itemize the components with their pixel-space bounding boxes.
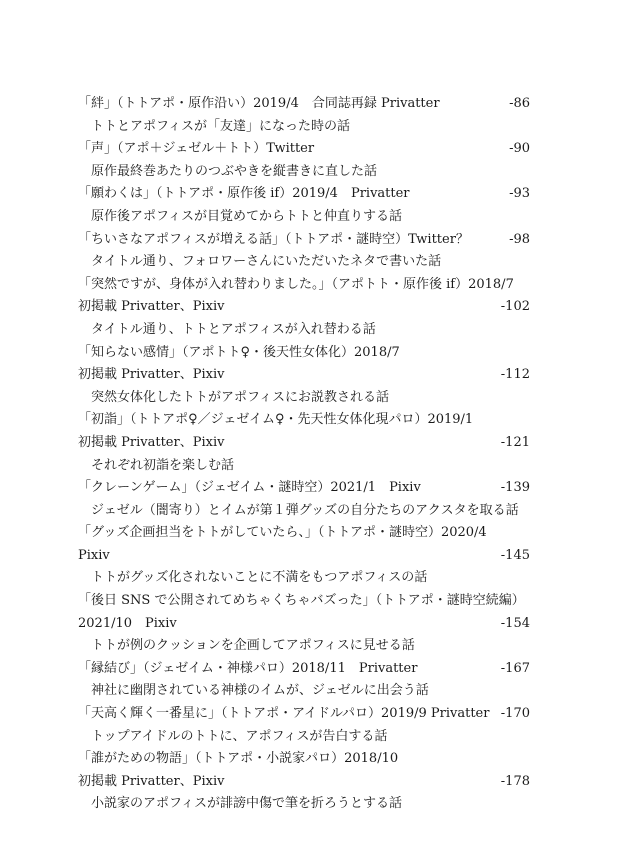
- toc-line-title: [0, 183, 628, 206]
- entry-description: 原作最終巻あたりのつぶやきを縦書きに直した話: [91, 163, 378, 179]
- toc-line-desc: [0, 251, 628, 274]
- entry-title: 「知らない感情」（アポトト♀・後天性女体化）2018/7: [78, 344, 400, 360]
- entry-title: 「グッズ企画担当をトトがしていたら、」（トトアポ・謎時空）2020/4: [78, 525, 487, 541]
- entry-page-number: -102: [500, 299, 530, 315]
- entry-title: 初掲載 Privatter、Pixiv: [78, 773, 225, 789]
- entry-title: 「天高く輝く一番星に」（トトアポ・アイドルパロ）2019/9 Privatter: [78, 706, 490, 722]
- toc-line-title: [0, 229, 628, 252]
- entry-description: ジェゼル（闇寄り）とイムが第１弾グッズの自分たちのアクスタを取る話: [91, 502, 519, 518]
- toc-line-desc: [0, 793, 628, 816]
- toc-line-title: [0, 274, 628, 297]
- entry-description: 小説家のアポフィスが誹謗中傷で筆を折ろうとする話: [91, 796, 402, 812]
- entry-description: タイトル通り、トトとアポフィスが入れ替わる話: [91, 321, 376, 337]
- entry-title: 初掲載 Privatter、Pixiv: [78, 434, 225, 450]
- toc-line-desc: [0, 116, 628, 139]
- toc-line-cont: [0, 432, 628, 455]
- entry-description: 突然女体化したトトがアポフィスにお説教される話: [91, 389, 389, 405]
- entry-title: 「突然ですが、身体が入れ替わりました。」（アポトト・原作後 if）2018/7: [78, 276, 514, 292]
- toc-line-cont: [0, 545, 628, 568]
- toc-line-title: [0, 409, 628, 432]
- toc-line-desc: [0, 635, 628, 658]
- entry-title: 「願わくは」（トトアポ・原作後 if）2019/4 Privatter: [78, 186, 410, 202]
- entry-description: タイトル通り、フォロワーさんにいただいたネタで書いた話: [91, 254, 442, 270]
- toc-line-title: [0, 477, 628, 500]
- entry-title: 「縁結び」（ジェゼイム・神様パロ）2018/11 Privatter: [78, 660, 418, 676]
- entry-title: 「声」（アポ＋ジェゼル＋トト）Twitter: [78, 141, 315, 157]
- toc-line-desc: [0, 387, 628, 410]
- toc-line-title: [0, 93, 628, 116]
- entry-page-number: -93: [509, 186, 530, 202]
- toc-line-title: [0, 748, 628, 771]
- entry-title: 初掲載 Privatter、Pixiv: [78, 299, 225, 315]
- entry-title: 「初詣」（トトアポ♀／ジェゼイム♀・先天性女体化現パロ）2019/1: [78, 412, 474, 428]
- entry-description: それぞれ初詣を楽しむ話: [91, 457, 235, 473]
- entry-title: 「ちいさなアポフィスが増える話」（トトアポ・謎時空）Twitter？: [78, 231, 469, 247]
- entry-title: 初掲載 Privatter、Pixiv: [78, 367, 225, 383]
- entry-title: 「絆」（トトアポ・原作沿い）2019/4 合同誌再録 Privatter: [78, 96, 440, 111]
- entry-page-number: -178: [500, 773, 530, 789]
- entry-title: 2021/10 Pixiv: [78, 615, 177, 631]
- entry-description: 原作後アポフィスが目覚めてからトトと仲直りする話: [91, 208, 402, 224]
- entry-description: トップアイドルのトトに、アポフィスが告白する話: [91, 728, 388, 744]
- entry-title: 「クレーンゲーム」（ジェゼイム・謎時空）2021/1 Pixiv: [78, 480, 421, 496]
- toc-line-desc: [0, 161, 628, 184]
- toc-line-title: [0, 342, 628, 365]
- entry-page-number: -170: [500, 706, 530, 722]
- toc-line-cont: [0, 771, 628, 794]
- entry-page-number: -139: [500, 480, 530, 496]
- entry-title: Pixiv: [78, 547, 110, 563]
- toc-line-title: [0, 138, 628, 161]
- entry-page-number: -86: [509, 96, 530, 111]
- toc-line-desc: [0, 319, 628, 342]
- toc-line-cont: [0, 296, 628, 319]
- entry-page-number: -112: [500, 367, 530, 383]
- toc-line-title: [0, 658, 628, 681]
- toc-line-desc: [0, 500, 628, 523]
- entry-page-number: -90: [509, 141, 530, 157]
- entry-description: トトが例のクッションを企画してアポフィスに見せる話: [91, 638, 415, 654]
- entry-description: トトとアポフィスが「友達」になった時の話: [91, 118, 350, 134]
- entry-page-number: -121: [500, 434, 530, 450]
- entry-page-number: -167: [500, 660, 530, 676]
- toc-line-desc: [0, 726, 628, 749]
- toc-line-title: [0, 522, 628, 545]
- toc-line-desc: [0, 567, 628, 590]
- toc-line-desc: [0, 206, 628, 229]
- entry-page-number: -98: [509, 231, 530, 247]
- entry-page-number: -145: [500, 547, 530, 563]
- entry-title: 「誰がための物語」（トトアポ・小説家パロ）2018/10: [78, 751, 399, 767]
- entry-page-number: -154: [500, 615, 530, 631]
- toc-line-title: [0, 703, 628, 726]
- toc-line-desc: [0, 455, 628, 478]
- entry-title: 「後日 SNS で公開されてめちゃくちゃバズった」（トトアポ・謎時空続編）: [78, 593, 525, 609]
- entry-description: 神社に幽閉されている神様のイムが、ジェゼルに出会う話: [91, 683, 429, 699]
- toc-list: [0, 93, 628, 816]
- toc-line-title: [0, 590, 628, 613]
- toc-line-desc: [0, 680, 628, 703]
- entry-description: トトがグッズ化されないことに不満をもつアポフィスの話: [91, 570, 428, 586]
- toc-line-cont: [0, 364, 628, 387]
- toc-line-cont: [0, 613, 628, 636]
